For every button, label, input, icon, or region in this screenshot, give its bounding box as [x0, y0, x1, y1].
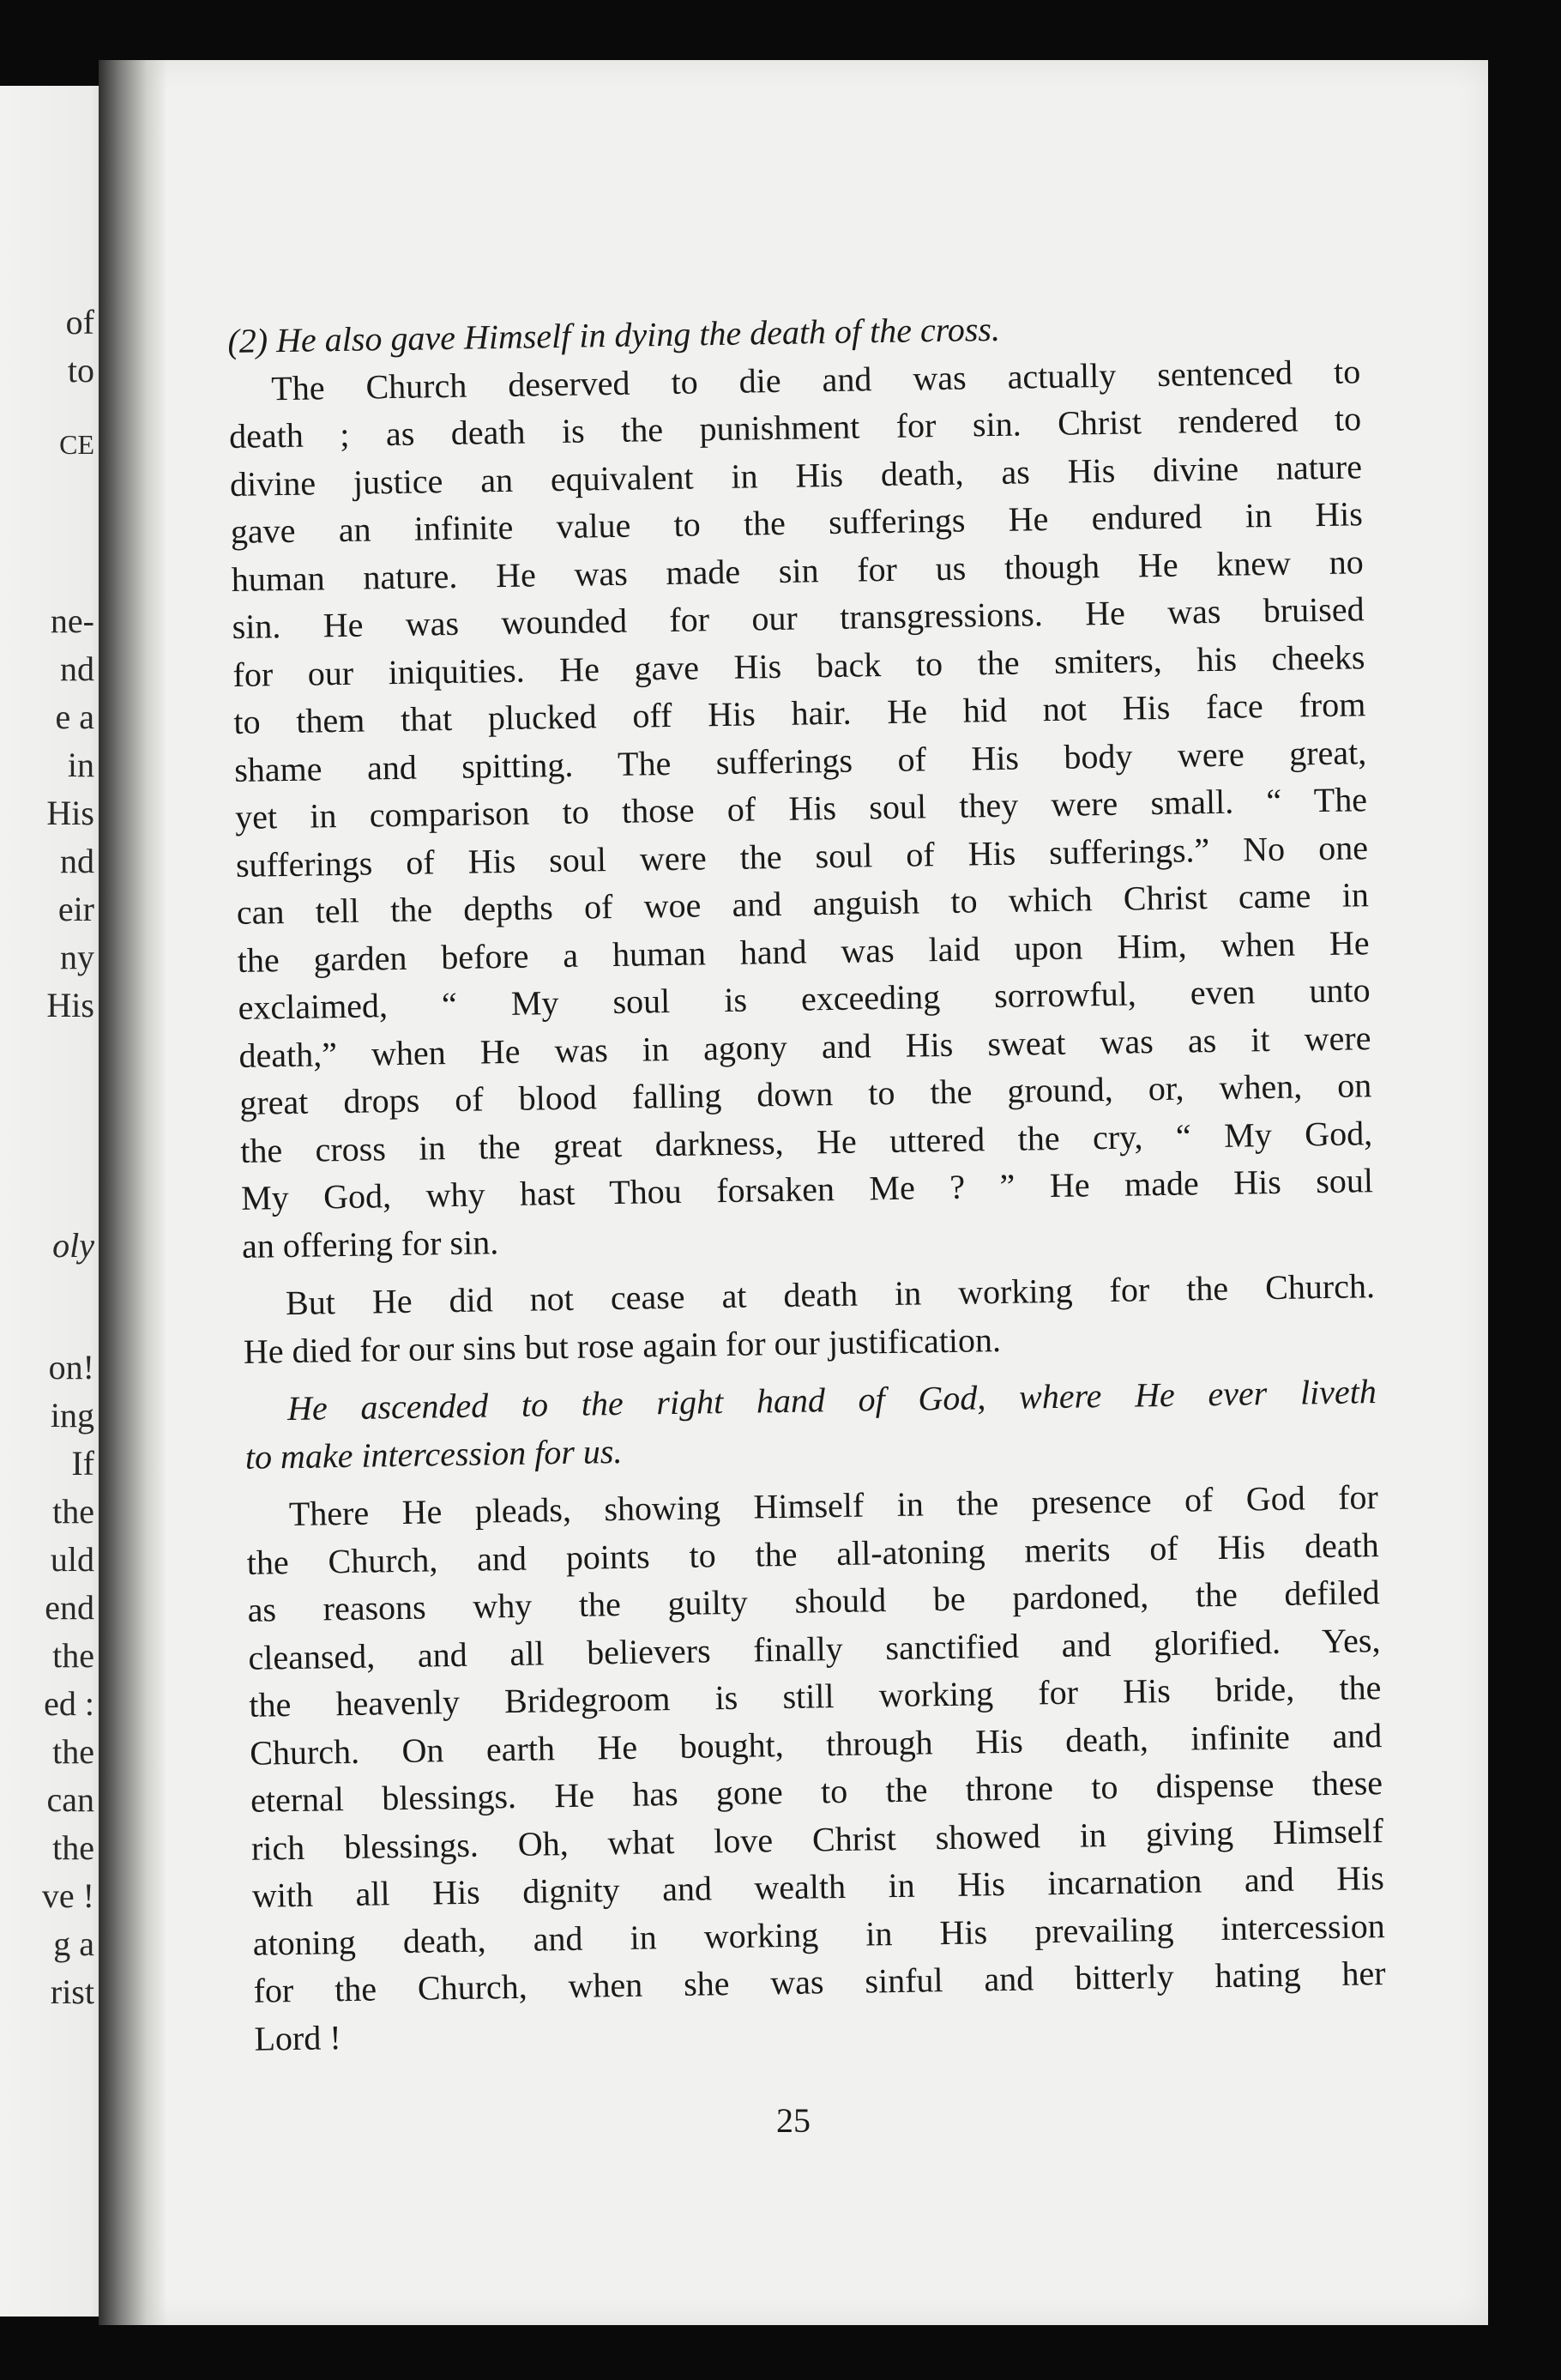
text-line: the Church, and points to the all-atoning merits of His death — [246, 1525, 1379, 1582]
facing-page-fragment: can — [46, 1780, 94, 1819]
text-line: rich blessings. Oh, what love Christ showed in giving Himself — [250, 1810, 1384, 1868]
facing-page-fragment: ne- — [50, 601, 94, 640]
facing-page-fragment: ve ! — [41, 1876, 94, 1915]
text-line: cleansed, and all believers finally sanctified and glorified. Yes, — [248, 1620, 1381, 1677]
facing-page-fragment: the — [52, 1636, 94, 1675]
text-line: to them that plucked off His hair. He hid not His face from — [233, 685, 1366, 741]
text-line: death ; as death is the punishment for sin. Christ rendered to — [228, 399, 1362, 456]
facing-page-fragment: nd — [60, 649, 94, 688]
page-number: 25 — [776, 2101, 811, 2140]
text-line: with all His dignity and wealth in His incarnation and His — [251, 1858, 1385, 1915]
text-line: eternal blessings. He has gone to the throne to dispense these — [250, 1763, 1383, 1820]
text-line: can tell the depths of woe and anguish to which Christ came in — [236, 875, 1370, 932]
text-line: as reasons why the guilty should be pardoned, the defiled — [247, 1573, 1380, 1629]
facing-page-fragment: If — [71, 1444, 94, 1483]
text-line: the cross in the great darkness, He uttered the cry, “ My God, — [239, 1113, 1373, 1170]
text-line: My God, why hast Thou forsaken Me ? ” He made His soul — [240, 1161, 1374, 1217]
book-page — [99, 60, 1488, 2325]
facing-page-fragment: ny — [60, 938, 94, 976]
facing-page-fragment: uld — [50, 1540, 94, 1579]
facing-page-fragment: of — [65, 303, 94, 341]
text-line: The Church deserved to die and was actually sentenced to — [270, 351, 1361, 408]
text-line: sin. He was wounded for our transgressions. He was bruised — [232, 589, 1365, 646]
facing-page-fragment: the — [52, 1828, 94, 1867]
text-line: Lord ! — [254, 2017, 341, 2058]
facing-page-fragment: the — [52, 1732, 94, 1771]
facing-page-fragment: rist — [50, 1972, 94, 2011]
text-line: gave an infinite value to the sufferings He endured in His — [230, 494, 1364, 551]
text-line: great drops of blood falling down to the ground, or, when, on — [239, 1066, 1372, 1122]
text-line: to make intercession for us. — [244, 1431, 623, 1477]
facing-page-fragment: nd — [60, 842, 94, 880]
facing-page-fragment: CE — [59, 429, 94, 460]
text-line: an offering for sin. — [241, 1222, 499, 1266]
facing-page-fragment: e a — [55, 698, 94, 736]
facing-page-fragment: g a — [53, 1924, 94, 1963]
facing-page-fragment: oly — [52, 1226, 94, 1265]
text-line: death,” when He was in agony and His sweat was as it were — [238, 1018, 1371, 1075]
facing-page-fragment: the — [52, 1492, 94, 1531]
text-line: human nature. He was made sin for us though He knew no — [231, 541, 1364, 599]
facing-page-fragment: on! — [48, 1348, 94, 1386]
text-line: But He did not cease at death in working for the Church. — [285, 1266, 1376, 1323]
text-line: for the Church, when she was sinful and bitterly hating her — [253, 1954, 1386, 2010]
text-line: sufferings of His soul were the soul of His sufferings.” No one — [235, 827, 1369, 885]
text-line: the heavenly Bridegroom is still working for His bride, the — [249, 1668, 1382, 1725]
text-line: He died for our sins but rose again for our justification. — [243, 1320, 1002, 1371]
text-line: the garden before a human hand was laid upon Him, when He — [237, 922, 1370, 980]
page-binding-shadow — [99, 60, 167, 2325]
text-line: Church. On earth He bought, through His death, infinite and — [249, 1715, 1383, 1773]
text-line: atoning death, and in working in His prevailing intercession — [252, 1906, 1385, 1963]
text-line: for our iniquities. He gave His back to the smiters, his cheeks — [232, 637, 1365, 694]
section-heading: (2) He also gave Himself in dying the death of the cross. — [227, 309, 1001, 360]
text-line: He ascended to the right hand of God, where He ever liveth — [286, 1372, 1377, 1429]
page-body — [227, 299, 1387, 2062]
text-line: yet in comparison to those of His soul they were small. “ The — [234, 780, 1368, 837]
text-line: shame and spitting. The sufferings of His body were great, — [233, 732, 1367, 789]
facing-page-fragment: His — [46, 986, 94, 1024]
facing-page-fragment: eir — [57, 890, 94, 928]
text-line: divine justice an equivalent in His death, as His divine nature — [229, 446, 1363, 504]
text-line: exclaimed, “ My soul is exceeding sorrowful, even unto — [238, 970, 1371, 1027]
facing-page-fragment: His — [46, 794, 94, 832]
facing-page-fragment: ing — [50, 1396, 94, 1435]
facing-page-fragment: ed : — [44, 1684, 94, 1723]
facing-page-fragment: end — [45, 1588, 94, 1627]
text-line: There He pleads, showing Himself in the presence of God for — [288, 1477, 1379, 1534]
facing-page-fragment: to — [67, 351, 94, 390]
facing-page-fragment: in — [67, 746, 94, 784]
